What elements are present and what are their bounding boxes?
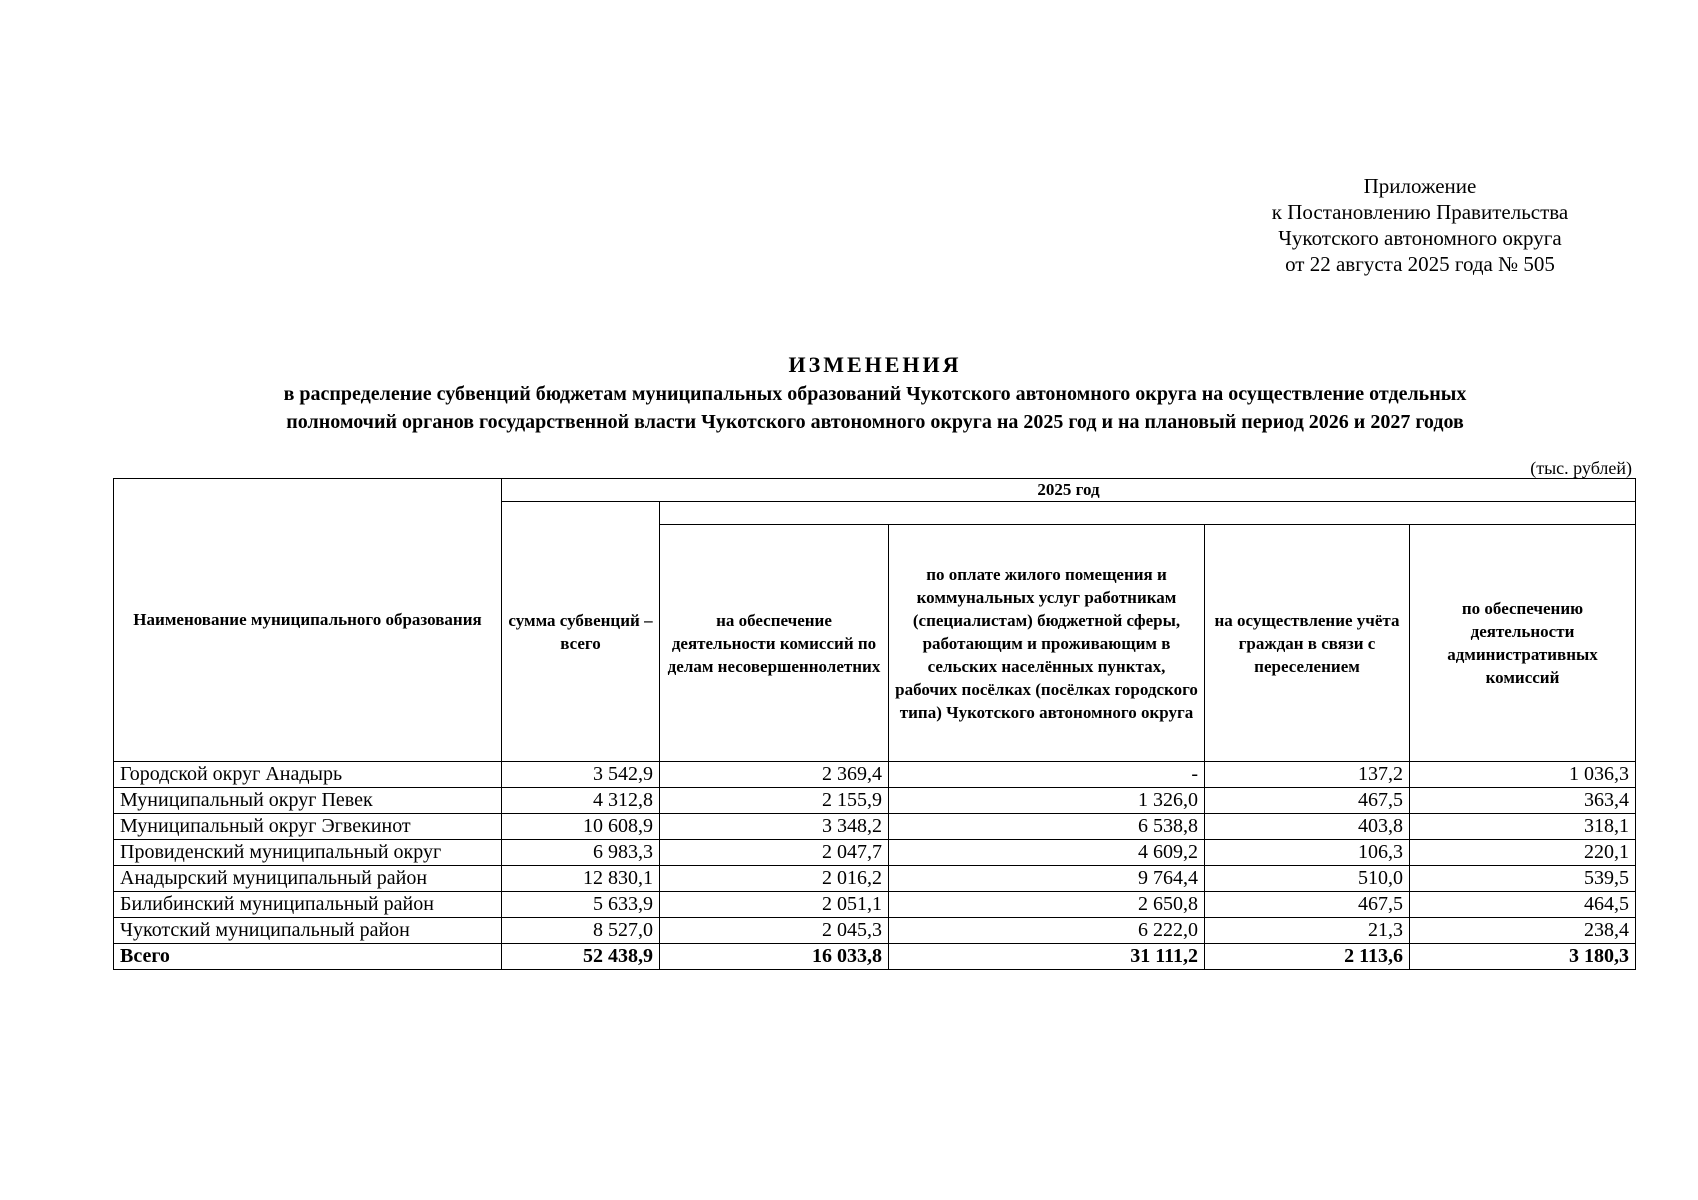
cell-admin: 238,4 [1410, 918, 1636, 944]
cell-housing: 6 222,0 [889, 918, 1205, 944]
header-breakdown-group [660, 502, 1636, 525]
document-title: ИЗМЕНЕНИЯ [788, 352, 962, 377]
header-admin-commissions: по обеспечению деятельности административных комиссий [1410, 525, 1636, 762]
cell-resettlement: 21,3 [1205, 918, 1410, 944]
cell-total: 5 633,9 [502, 892, 660, 918]
table-row [114, 762, 1636, 788]
cell-name: Чукотский муниципальный район [114, 918, 502, 944]
cell-resettlement: 106,3 [1205, 840, 1410, 866]
header-minors-commissions: на обеспечение деятельности комиссий по делам несовершеннолетних [660, 525, 889, 762]
header-municipality: Наименование муниципального образования [114, 479, 502, 762]
cell-admin: 363,4 [1410, 788, 1636, 814]
appendix-block [1220, 173, 1620, 277]
header-year: 2025 год [502, 479, 1636, 502]
cell-total: 12 830,1 [502, 866, 660, 892]
cell-total-name: Всего [114, 944, 502, 970]
cell-total-total: 52 438,9 [502, 944, 660, 970]
cell-minors: 2 045,3 [660, 918, 889, 944]
subventions-table [113, 478, 1636, 970]
table-total-row [114, 944, 1636, 970]
cell-minors: 2 369,4 [660, 762, 889, 788]
cell-housing: - [889, 762, 1205, 788]
cell-admin: 318,1 [1410, 814, 1636, 840]
cell-minors: 2 047,7 [660, 840, 889, 866]
cell-total-admin: 3 180,3 [1410, 944, 1636, 970]
table-row [114, 788, 1636, 814]
appendix-line-4: от 22 августа 2025 года № 505 [1285, 252, 1555, 276]
cell-resettlement: 467,5 [1205, 892, 1410, 918]
header-housing-payment: по оплате жилого помещения и коммунальных услуг работникам (специалистам) бюджетной сферы, работающим и проживающим в сельских населённых пунктах, рабочих посёлках (посёлках городского типа) Чукотского автономного округа [889, 525, 1205, 762]
cell-name: Билибинский муниципальный район [114, 892, 502, 918]
cell-total-minors: 16 033,8 [660, 944, 889, 970]
cell-minors: 2 155,9 [660, 788, 889, 814]
cell-housing: 1 326,0 [889, 788, 1205, 814]
table-row [114, 892, 1636, 918]
cell-name: Муниципальный округ Эгвекинот [114, 814, 502, 840]
document-subtitle-line-2: полномочий органов государственной власти Чукотского автономного округа на 2025 год и на плановый период 2026 и 2027 годов [286, 411, 1464, 433]
cell-total-housing: 31 111,2 [889, 944, 1205, 970]
cell-name: Муниципальный округ Певек [114, 788, 502, 814]
cell-admin: 539,5 [1410, 866, 1636, 892]
cell-name: Городской округ Анадырь [114, 762, 502, 788]
cell-housing: 9 764,4 [889, 866, 1205, 892]
cell-minors: 2 051,1 [660, 892, 889, 918]
cell-resettlement: 510,0 [1205, 866, 1410, 892]
cell-total-resettlement: 2 113,6 [1205, 944, 1410, 970]
cell-housing: 6 538,8 [889, 814, 1205, 840]
cell-resettlement: 403,8 [1205, 814, 1410, 840]
cell-total: 6 983,3 [502, 840, 660, 866]
cell-minors: 3 348,2 [660, 814, 889, 840]
table-row [114, 840, 1636, 866]
cell-admin: 464,5 [1410, 892, 1636, 918]
document-heading [110, 350, 1640, 436]
document-subtitle-line-1: в распределение субвенций бюджетам муниципальных образований Чукотского автономного округа на осуществление отдельных [283, 383, 1467, 405]
cell-resettlement: 137,2 [1205, 762, 1410, 788]
cell-admin: 220,1 [1410, 840, 1636, 866]
cell-total: 3 542,9 [502, 762, 660, 788]
table-row [114, 814, 1636, 840]
cell-total: 4 312,8 [502, 788, 660, 814]
cell-housing: 4 609,2 [889, 840, 1205, 866]
cell-name: Провиденский муниципальный округ [114, 840, 502, 866]
header-resettlement: на осуществление учёта граждан в связи с переселением [1205, 525, 1410, 762]
appendix-line-1: Приложение [1363, 174, 1477, 198]
cell-admin: 1 036,3 [1410, 762, 1636, 788]
appendix-line-3: Чукотского автономного округа [1278, 226, 1562, 250]
header-total: сумма субвенций – всего [502, 502, 660, 762]
cell-name: Анадырский муниципальный район [114, 866, 502, 892]
cell-housing: 2 650,8 [889, 892, 1205, 918]
cell-resettlement: 467,5 [1205, 788, 1410, 814]
units-label: (тыс. рублей) [1530, 458, 1632, 478]
appendix-line-2: к Постановлению Правительства [1271, 200, 1569, 224]
table-row [114, 918, 1636, 944]
cell-total: 10 608,9 [502, 814, 660, 840]
cell-total: 8 527,0 [502, 918, 660, 944]
cell-minors: 2 016,2 [660, 866, 889, 892]
table-row [114, 866, 1636, 892]
